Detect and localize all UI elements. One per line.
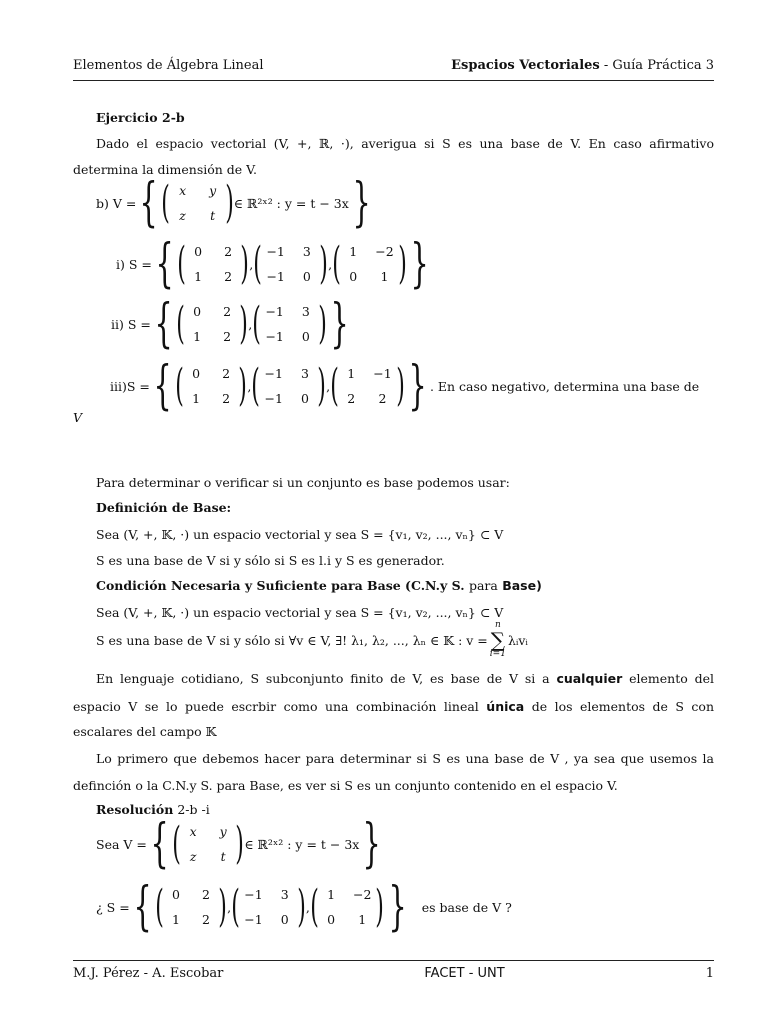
page-header <box>73 58 714 73</box>
matrix-m3: ( 1 −2 0 1 ) <box>332 238 407 289</box>
matrix-m4: ( 1 −1 2 2 ) <box>330 360 405 411</box>
definition-line-1: Sea (V, +, 𝕂, ·) un espacio vectorial y sea S = {v₁, v₂, ..., vₙ} ⊂ V <box>96 527 504 542</box>
definition-title: Definición de Base: <box>96 500 232 515</box>
para-2-line-2: espacio V se lo puede escrbir como una combinación lineal única de los elementos de S con <box>73 699 715 714</box>
set-ii: ii) S = { ( 0 2 1 2 ) , ( −1 3 −1 0 ) } <box>111 294 349 354</box>
matrix-m2: ( −1 3 −1 0 ) <box>252 298 327 349</box>
question-set: ¿ S = { ( 0 2 1 2 ) , ( −1 3 −1 0 ) , ( 1 −2 0 1 ) } es base de V ? <box>96 877 512 937</box>
page-footer <box>73 966 714 981</box>
space-definition: b) V = { ( x y z t ) ∈ ℝ²ˣ² : y = t − 3x } <box>96 173 371 233</box>
resolution-title: Resolución 2-b -i <box>96 802 210 817</box>
para-3-line-2: definción o la C.N.y S. para Base, es ver si S es un conjunto contenido en el espacio V. <box>73 778 618 793</box>
matrix-m2: ( −1 3 −1 0 ) <box>253 238 328 289</box>
generic-matrix: ( x y z t ) <box>161 177 234 228</box>
matrix-m1: ( 0 2 1 2 ) <box>175 360 248 411</box>
footer-rule <box>73 960 714 961</box>
summation: n ∑ i=1 <box>489 620 506 659</box>
matrix-m1: ( 0 2 1 2 ) <box>176 298 249 349</box>
cns-title: Condición Necesaria y Suficiente para Base (C.N.y S. para Base) <box>96 578 542 593</box>
para-intro: Para determinar o verificar si un conjunto es base podemos usar: <box>96 475 510 490</box>
header-left: Elementos de Álgebra Lineal <box>73 58 264 73</box>
generic-matrix: ( x y z t ) <box>172 818 245 869</box>
matrix-m3: ( 1 −2 0 1 ) <box>310 881 385 932</box>
sea-v-definition: Sea V = { ( x y z t ) ∈ ℝ²ˣ² : y = t − 3x } <box>96 814 381 874</box>
set-i: i) S = { ( 0 2 1 2 ) , ( −1 3 −1 0 ) , ( 1 −2 0 1 ) } <box>116 234 429 294</box>
header-rule <box>73 80 714 81</box>
matrix-m1: ( 0 2 1 2 ) <box>155 881 227 932</box>
para-2-line-1: En lenguaje cotidiano, S subconjunto finito de V, es base de V si a cualquier elemento del <box>96 671 714 686</box>
footer-authors: M.J. Pérez - A. Escobar <box>73 966 224 981</box>
matrix-m2: ( −1 3 −1 0 ) <box>231 881 306 932</box>
matrix-m2: ( −1 3 −1 0 ) <box>251 360 326 411</box>
page-number: 1 <box>705 966 714 981</box>
exercise-intro-1: Dado el espacio vectorial (V, +, ℝ, ·), averigua si S es una base de V. En caso afirmativo <box>96 136 714 151</box>
matrix-m1: ( 0 2 1 2 ) <box>177 238 250 289</box>
exercise-title: Ejercicio 2-b <box>96 110 185 125</box>
cns-line-2: S es una base de V si y sólo si ∀v ∈ V, ∃! λ₁, λ₂, ..., λₙ ∈ 𝕂 : v = n ∑ i=1 λᵢvᵢ <box>96 620 528 659</box>
iii-tail-v: V <box>73 410 83 425</box>
exercise-intro-2: determina la dimensión de V. <box>73 162 257 177</box>
set-iii: iii)S = { ( 0 2 1 2 ) , ( −1 3 −1 0 ) , ( 1 −1 2 2 ) } . En caso negativo, determina una base de <box>110 356 700 416</box>
para-3-line-1: Lo primero que debemos hacer para determinar si S es una base de V , ya sea que usemos la <box>96 751 714 766</box>
header-right: Espacios Vectoriales - Guía Práctica 3 <box>451 58 714 73</box>
cns-line-1: Sea (V, +, 𝕂, ·) un espacio vectorial y sea S = {v₁, v₂, ..., vₙ} ⊂ V <box>96 605 504 620</box>
footer-institution: FACET - UNT <box>424 966 505 981</box>
para-2-line-3: escalares del campo 𝕂 <box>73 724 217 739</box>
definition-line-2: S es una base de V si y sólo si S es l.i y S es generador. <box>96 553 445 568</box>
